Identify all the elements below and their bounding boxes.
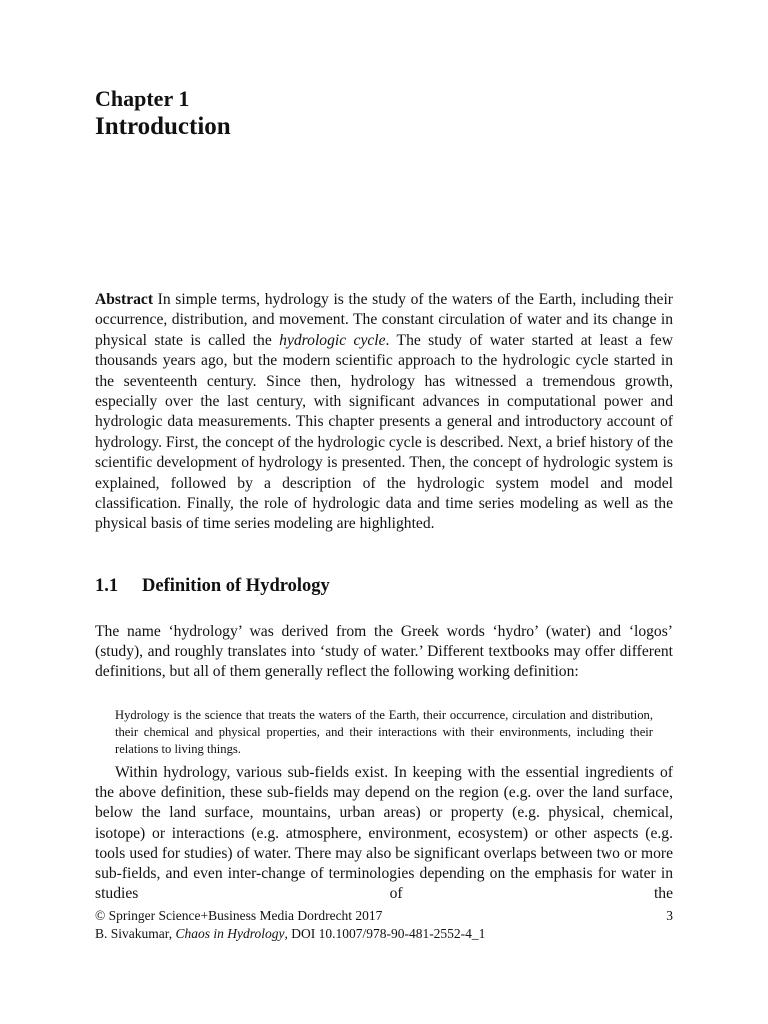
- citation-author: B. Sivakumar,: [95, 925, 176, 941]
- chapter-label: Chapter 1: [95, 86, 190, 111]
- abstract: [95, 290, 673, 535]
- abstract-text-2: . The study of water started at least a few thousands years ago, but the modern scientific approach to the hydrologic cycle started in the seventeenth century. Since then, hydrology has witnessed a tremendous growth, especially over the last century, with significant advances in computational power and hydrologic data measurements. This chapter presents a general and introductory account of hydrology. First, the concept of the hydrologic cycle is described. Next, a brief history of the scientific development of hydrology is presented. Then, the concept of hydrologic system is explained, followed by a description of the hydrologic system model and model classification. Finally, the role of hydrologic data and time series modeling as well as the physical basis of time series modeling are highlighted.: [95, 331, 673, 533]
- citation-line: [95, 925, 673, 943]
- abstract-italic-term: hydrologic cycle: [279, 331, 386, 349]
- citation-book-title: Chaos in Hydrology: [175, 925, 285, 941]
- section-title: Definition of Hydrology: [142, 576, 330, 596]
- definition-quote: Hydrology is the science that treats the waters of the Earth, their occurrence, circulation and distribution, their chemical and physical properties, and their interactions with their environments, including their relations to living things.: [115, 708, 653, 756]
- page-number: 3: [666, 908, 673, 923]
- paragraph-1: The name ‘hydrology’ was derived from the Greek words ‘hydro’ (water) and ‘logos’ (study), and roughly translates into ‘study of water.’ Different textbooks may offer different definitions, but all of them generally reflect the following working definition:: [95, 623, 673, 681]
- paragraph-2: Within hydrology, various sub-fields exist. In keeping with the essential ingredients of the above definition, these sub-fields may depend on the region (e.g. over the land surface, below the land surface, mountains, urban areas) or property (e.g. physical, chemical, isotope) or interactions (e.g. atmosphere, environment, ecosystem) or other aspects (e.g. tools used for studies) of water. There may also be significant overlaps between two or more sub-fields, and even inter-change of terminologies depending on the emphasis for water in studies of the: [95, 764, 673, 903]
- copyright-line: © Springer Science+Business Media Dordrecht 2017: [95, 908, 383, 923]
- abstract-heading: Abstract: [95, 291, 154, 308]
- section-heading: [95, 576, 330, 597]
- chapter-title: Introduction: [95, 113, 231, 140]
- section-number: 1.1: [95, 576, 119, 596]
- citation-doi: , DOI 10.1007/978-90-481-2552-4_1: [284, 925, 486, 941]
- footer: [95, 907, 673, 942]
- abstract-text-1: In simple terms, hydrology is the study of the waters of the Earth, including their occurrence, distribution, and movement. The constant circulation of water and its change in physical state is called the: [95, 291, 673, 349]
